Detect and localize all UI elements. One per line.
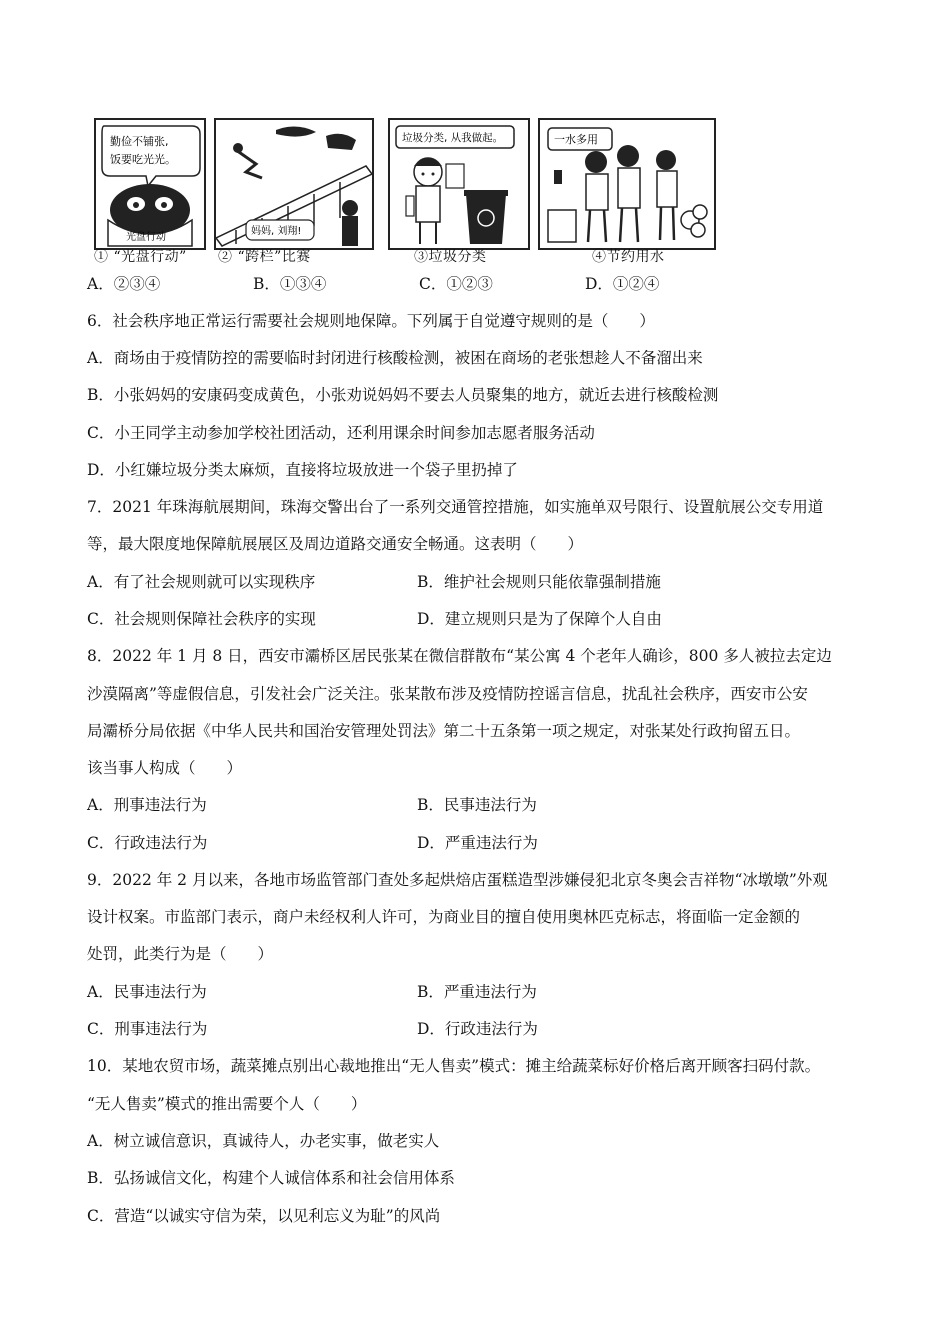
comic-panel-2 — [214, 118, 374, 250]
q8-stem-line-3: 局灞桥分局依据《中华人民共和国治安管理处罚法》第二十五条第一项之规定，对张某处行政拘留五日。 — [87, 722, 801, 740]
q8-stem-line-4: 该当事人构成（ ） — [87, 759, 243, 777]
comic-caption-1: ① “光盘行动” — [94, 249, 187, 265]
q8-option-b[interactable]: B．民事违法行为 — [417, 796, 537, 814]
comic-panel-2-drawing — [216, 120, 372, 248]
q9-option-d[interactable]: D．行政违法行为 — [417, 1020, 538, 1038]
q9-option-b[interactable]: B．严重违法行为 — [417, 983, 537, 1001]
q9-option-a[interactable]: A．民事违法行为 — [87, 983, 207, 1001]
q7-stem-line-2: 等，最大限度地保障航展展区及周边道路交通安全畅通。这表明（ ） — [87, 535, 584, 553]
q10-stem-line-1: 10．某地农贸市场，蔬菜摊点别出心裁地推出“无人售卖”模式：摊主给蔬菜标好价格后离开顾客扫码付款。 — [87, 1057, 821, 1075]
comic-caption-4: ④节约用水 — [592, 249, 665, 265]
q9-stem-line-2: 设计权案。市监部门表示，商户未经权利人许可，为商业目的擅自使用奥林匹克标志，将面临一定金额的 — [87, 908, 801, 926]
comic-caption-3: ③垃圾分类 — [414, 249, 487, 265]
q9-option-c[interactable]: C．刑事违法行为 — [87, 1020, 208, 1038]
comic-panel-4-drawing — [540, 120, 714, 248]
q7-option-c[interactable]: C．社会规则保障社会秩序的实现 — [87, 610, 316, 628]
comic-panel-3 — [388, 118, 530, 250]
comic-panel-3-drawing — [390, 120, 528, 248]
comic-1-bubble-line-2: 饭要吃光光。 — [110, 153, 176, 166]
q7-option-a[interactable]: A．有了社会规则就可以实现秩序 — [87, 573, 316, 591]
q6-option-c[interactable]: C．小王同学主动参加学校社团活动，还利用课余时间参加志愿者服务活动 — [87, 424, 595, 442]
comic-1-plate-text: 光盘行动 — [126, 232, 166, 243]
q7-option-b[interactable]: B．维护社会规则只能依靠强制措施 — [417, 573, 661, 591]
q8-stem-line-2: 沙漠隔离”等虚假信息，引发社会广泛关注。张某散布涉及疫情防控谣言信息，扰乱社会秩序，西安市公安 — [87, 685, 808, 703]
q10-stem-line-2: “无人售卖”模式的推出需要个人（ ） — [87, 1095, 367, 1113]
q9-stem-line-1: 9．2022 年 2 月以来，各地市场监管部门查处多起烘焙店蛋糕造型涉嫌侵犯北京冬奥会吉祥物“冰墩墩”外观 — [87, 871, 828, 889]
comic-3-bubble: 垃圾分类, 从我做起。 — [402, 132, 504, 144]
q8-option-c[interactable]: C．行政违法行为 — [87, 834, 208, 852]
q10-option-a[interactable]: A．树立诚信意识，真诚待人，办老实事，做老实人 — [87, 1132, 440, 1150]
comic-caption-2: ② “跨栏”比赛 — [218, 249, 311, 265]
q10-option-b[interactable]: B．弘扬诚信文化，构建个人诚信体系和社会信用体系 — [87, 1169, 455, 1187]
q6-option-a[interactable]: A．商场由于疫情防控的需要临时封闭进行核酸检测，被困在商场的老张想趁人不备溜出来 — [87, 349, 703, 367]
q6-option-b[interactable]: B．小张妈妈的安康码变成黄色，小张劝说妈妈不要去人员聚集的地方，就近去进行核酸检测 — [87, 386, 719, 404]
q6-option-d[interactable]: D．小红嫌垃圾分类太麻烦，直接将垃圾放进一个袋子里扔掉了 — [87, 461, 518, 479]
comic-panel-1-drawing — [96, 120, 204, 248]
q7-option-d[interactable]: D．建立规则只是为了保障个人自由 — [417, 610, 662, 628]
q5-option-b[interactable]: B．①③④ — [253, 275, 327, 293]
q8-option-a[interactable]: A．刑事违法行为 — [87, 796, 207, 814]
comic-1-bubble-line-1: 勤俭不铺张, — [110, 135, 169, 148]
comic-panel-4 — [538, 118, 716, 250]
q8-option-d[interactable]: D．严重违法行为 — [417, 834, 538, 852]
q6-stem: 6．社会秩序地正常运行需要社会规则地保障。下列属于自觉遵守规则的是（ ） — [87, 312, 655, 330]
comic-panel-1 — [94, 118, 206, 250]
q9-stem-line-3: 处罚，此类行为是（ ） — [87, 945, 274, 963]
q5-option-c[interactable]: C．①②③ — [419, 275, 493, 293]
comic-4-bubble: 一水多用 — [554, 133, 598, 146]
q5-option-a[interactable]: A．②③④ — [87, 275, 161, 293]
q8-stem-line-1: 8．2022 年 1 月 8 日，西安市灞桥区居民张某在微信群散布“某公寓 4 个老年人确诊，800 多人被拉去定边 — [87, 647, 832, 665]
q5-option-d[interactable]: D．①②④ — [585, 275, 660, 293]
comic-strip — [92, 118, 722, 268]
q7-stem-line-1: 7．2021 年珠海航展期间，珠海交警出台了一系列交通管控措施，如实施单双号限行、设置航展公交专用道 — [87, 498, 824, 516]
comic-2-bubble: 妈妈, 刘翔! — [251, 226, 302, 237]
q10-option-c[interactable]: C．营造“以诚实守信为荣，以见利忘义为耻”的风尚 — [87, 1207, 441, 1225]
